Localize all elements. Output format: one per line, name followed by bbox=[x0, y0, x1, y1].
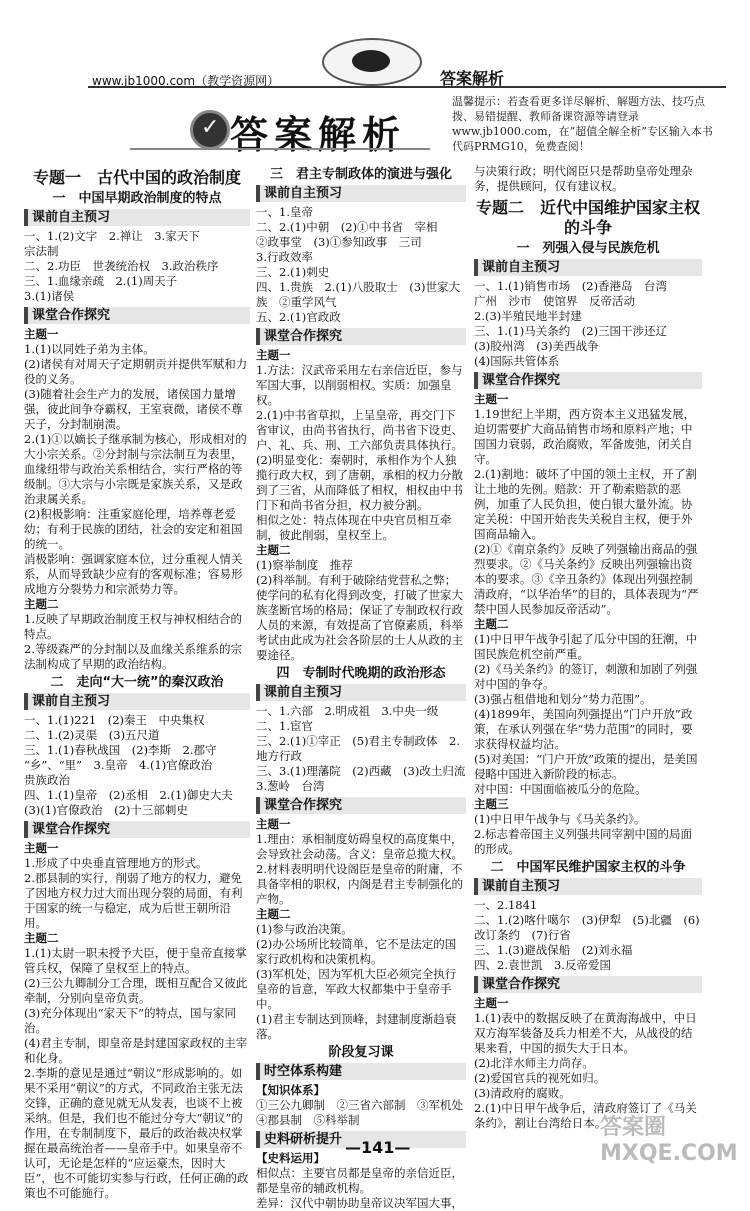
section-bar-coop: 课堂合作探究 bbox=[24, 821, 250, 838]
section-bar-coop: 课堂合作探究 bbox=[256, 797, 466, 814]
knowledge-label: 【知识体系】 bbox=[256, 1083, 325, 1097]
list-item: 消极影响：强调家庭本位，过分重视人情关系，从而导致缺少应有的客观标准；容易形成地方分裂势力和宗派势力等。 bbox=[24, 552, 243, 596]
continued-line: 与决策行政；明代阁臣只是帮助皇帝处理杂务，提供顾问，仅有建议权。 bbox=[474, 164, 693, 193]
checkmark-icon: ✓ bbox=[190, 110, 230, 150]
list-item: 1.形成了中央垂直管理地方的形式。 bbox=[24, 856, 208, 870]
list-item: (1)君主专制达到顶峰，封建制度渐趋衰落。 bbox=[256, 1012, 457, 1041]
list-item: 二、1.宦官 bbox=[256, 719, 313, 733]
list-item: (1)参与政治决策。 bbox=[256, 922, 353, 936]
list-item: 主题二 bbox=[256, 543, 291, 557]
list-item: 一、1.皇帝 bbox=[256, 205, 313, 219]
list-item: 2.材料表明明代设阁臣是皇帝的附庸，不具备宰相的职权，内阁是君主专制强化的产物。 bbox=[256, 862, 463, 906]
list-pre-2 bbox=[24, 713, 250, 818]
list-hist bbox=[256, 1166, 466, 1211]
tip-box: 温馨提示：若查看更多详尽解析、解题方法、技巧点拨、易错提醒、教师备课资源等请登录www.jb1000.com，在“超值全解全析”专区输入本书代码PRMG10，免费查阅！ bbox=[452, 95, 713, 153]
list-item: 1.反映了早期政治制度王权与神权相结合的特点。 bbox=[24, 612, 242, 641]
list-item: 主题三 bbox=[474, 797, 509, 811]
list-item: (2)办公场所比较简单，它不是法定的国家行政机构和决策机构。 bbox=[256, 937, 457, 966]
list-item: “乡”、“里” 3.皇帝 4.(1)官僚政治 bbox=[24, 758, 213, 772]
list-item: 2.标志着帝国主义列强共同宰割中国的局面的形成。 bbox=[474, 827, 692, 856]
list-item: 2.等级森严的分封制以及血缘关系维系的宗法制构成了早期的政治结构。 bbox=[24, 642, 242, 671]
list-item: 一、2.1841 bbox=[474, 898, 538, 912]
list-item: 主题二 bbox=[24, 597, 59, 611]
list-item: 2.李斯的意见是通过“朝议”形成影响的。如果不采用“朝议”的方式，不同政治主张无法交锋，正确的意见就无从发表，也谈不上被采纳。但是，我们也不能过分夸大“朝议”的作用，在专制制度下，最后的政治裁决权掌握在最高统治者——皇帝手中。如果皇帝不认可，无论是怎样的“应运豪杰，因时大臣”，也不可能切实参与行政，任何正确的政策也不可能施行。 bbox=[24, 1066, 249, 1200]
column-2 bbox=[256, 164, 466, 1211]
list-item: 1.(1)以同姓子弟为主体。 bbox=[24, 342, 155, 356]
list-item: (3)胶州湾 (3)美西战争 bbox=[474, 339, 599, 353]
list-item: 对中国：中国面临被瓜分的危险。 bbox=[474, 782, 647, 796]
list-item: (3)军机处，因为军机大臣必须完全执行皇帝的旨意，军政大权都集中于皇帝手中。 bbox=[256, 967, 457, 1011]
list-item: ②政事堂 (3)①参知政事 三司 bbox=[256, 235, 422, 249]
list-coop-2 bbox=[24, 841, 250, 1201]
review-title: 阶段复习课 bbox=[328, 1045, 394, 1060]
list-item: (3)清政府的腐败。 bbox=[474, 1086, 571, 1100]
list-item: 主题一 bbox=[256, 817, 291, 831]
section-bar-preview: 课前自主预习 bbox=[474, 259, 702, 276]
list-item: 1.19世纪上半期，西方资本主义迅猛发展，迫切需要扩大商品销售市场和原料产地；中国国力衰弱，政治腐败，军备废弛，闭关自守。 bbox=[474, 407, 696, 466]
list-coop-5 bbox=[474, 392, 702, 857]
list-item: 主题一 bbox=[24, 841, 59, 855]
list-item: 四、2.袁世凯 3.反帝爱国 bbox=[474, 958, 611, 972]
column-1 bbox=[24, 164, 250, 1201]
section-bar-preview: 课前自主预习 bbox=[256, 185, 466, 202]
list-item: 2.(1)中书省草拟，上呈皇帝，再交门下省审议，由尚书省执行，尚书省下设吏、户、礼、兵、刑、工六部负责具体执行。 bbox=[256, 408, 463, 452]
list-item: (4)国际共管体系 bbox=[474, 354, 560, 368]
section-bar-preview: 课前自主预习 bbox=[256, 684, 466, 701]
section-title: 二 中国军民维护国家主权的斗争 bbox=[490, 860, 686, 875]
topic-title: 专题一 古代中国的政治制度 bbox=[32, 168, 241, 187]
list-item: 相似点：主要官员都是皇帝的亲信近臣，都是皇帝的辅政机构。 bbox=[256, 1166, 463, 1195]
section-title: 一 中国早期政治制度的特点 bbox=[52, 191, 222, 206]
title-underline bbox=[130, 148, 430, 150]
column-3 bbox=[474, 164, 702, 1131]
list-item: 相似之处：特点体现在中央官员相互牵制，彼此削弱，皇权至上。 bbox=[256, 513, 452, 542]
list-item: (3)(1)官僚政治 (2)十三部刺史 bbox=[24, 803, 188, 817]
list-item: 一、1.(1)221 (2)秦王 中央集权 bbox=[24, 713, 205, 727]
list-item: 三、1.(1)春秋战国 (2)李斯 2.郡守 bbox=[24, 743, 217, 757]
list-item: (1)中日甲午战争引起了瓜分中国的狂潮，中国民族危机空前严重。 bbox=[474, 632, 698, 661]
list-item: 三、1.(1)马关条约 (2)三国干涉还辽 bbox=[474, 324, 668, 338]
list-item: 主题一 bbox=[24, 327, 59, 341]
list-item: 二、1.(2)喀什噶尔 (3)伊犁 (5)北疆 (6)改订条约 (7)行省 bbox=[474, 913, 700, 942]
list-item: 二、2.(1)中朝 (2)①中书省 宰相 bbox=[256, 220, 438, 234]
list-item: (2)积极影响：注重家庭伦理，培养尊老爱幼；有利于民族的团结，社会的安定和祖国的统一。 bbox=[24, 507, 243, 551]
list-item: 三、2.(1)①宰正 (5)君主专制政体 2.地方行政 bbox=[256, 734, 461, 763]
list-item: 一、1.(1)销售市场 (2)香港岛 台湾 bbox=[474, 279, 668, 293]
list-item: 三、2.(1)刺史 bbox=[256, 265, 330, 279]
section-bar-coop: 课堂合作探究 bbox=[474, 372, 702, 389]
section-title: 三 君主专制政体的演进与强化 bbox=[269, 167, 452, 182]
list-item: 宗法制 bbox=[24, 244, 59, 258]
list-item: 四、1.贵族 2.(1)八股取士 (3)世家大族 ②重学风气 bbox=[256, 280, 461, 309]
list-item: 1.(1)表中的数据反映了在黄海海战中，中日双方海军装备及兵力相差不大，从战役的结果来看，中国的损失大于日本。 bbox=[474, 1011, 697, 1055]
list-item: 主题一 bbox=[474, 996, 509, 1010]
list-item: (2)《马关条约》的签订，刺激和加剧了列强对中国的争夺。 bbox=[474, 662, 698, 691]
list-item: (3)随着社会生产力的发展，诸侯国力量增强，彼此间争夺霸权，王室衰微，诸侯不尊天子，分封制崩溃。 bbox=[24, 387, 243, 431]
list-pre-6 bbox=[474, 898, 702, 973]
list-pre-5 bbox=[474, 279, 702, 369]
hist-label: 【史料运用】 bbox=[256, 1151, 325, 1165]
list-item: 三、1.(3)避战保船 (2)刘永福 bbox=[474, 943, 633, 957]
knowledge-line: ①三公九卿制 ②三省六部制 ③军机处 bbox=[256, 1098, 463, 1112]
publisher-logo bbox=[322, 38, 422, 86]
list-item: 1.方法：汉武帝采用左右亲信近臣，参与军国大事，以削弱相权。实质：加强皇权。 bbox=[256, 363, 463, 407]
section-bar-coop: 课堂合作探究 bbox=[24, 307, 250, 324]
list-pre-4 bbox=[256, 704, 466, 794]
list-item: 2.(3)半殖民地半封建 bbox=[474, 309, 582, 323]
list-item: 1.(1)太尉一职未授予大臣，便于皇帝直接掌管兵权，保障了皇权至上的特点。 bbox=[24, 946, 247, 975]
section-bar-coop: 课堂合作探究 bbox=[256, 328, 466, 345]
watermark: 答案圈 MXQE.COM bbox=[600, 1115, 738, 1166]
page-number: —141— bbox=[345, 1138, 411, 1157]
list-item: 2.(1)中日甲午战争后，清政府签订了《马关条约》，割让台湾给日本。 bbox=[474, 1101, 697, 1130]
list-coop-4 bbox=[256, 817, 466, 1042]
list-item: 五、2.(1)官政政 bbox=[256, 310, 341, 324]
list-item: 3.葱岭 台湾 bbox=[256, 779, 325, 793]
list-item: (2)明显变化：秦朝时，承相作为个人独揽行政大权，到了唐朝，承相的权力分散到了三省，从而降低了相权，相权由中书门下和尚书省分担，权力被分割。 bbox=[256, 453, 463, 512]
header-section: 答案解析 bbox=[440, 69, 505, 88]
list-item: 主题二 bbox=[474, 617, 509, 631]
section-bar-preview: 课前自主预习 bbox=[24, 209, 250, 226]
list-coop-1 bbox=[24, 327, 250, 672]
list-item: 贵族政治 bbox=[24, 773, 70, 787]
list-item: (4)君主专制，即皇帝是封建国家政权的主宰和化身。 bbox=[24, 1036, 248, 1065]
section-bar-hist: 史料研析提升 bbox=[256, 1131, 466, 1148]
list-item: 主题一 bbox=[256, 348, 291, 362]
list-item: (2)爱国官兵的视死如归。 bbox=[474, 1071, 606, 1085]
section-title: 四 专制时代晚期的政治形态 bbox=[276, 666, 446, 681]
list-item: 广州 沙市 使馆界 反帝活动 bbox=[474, 294, 635, 308]
list-item: (3)强占租借地和划分“势力范围”。 bbox=[474, 692, 652, 706]
list-item: (1)中日甲午战争与《马关条约》。 bbox=[474, 812, 646, 826]
section-title: 二 走向“大一统”的秦汉政治 bbox=[50, 675, 224, 690]
page-title: 答案解析 bbox=[230, 113, 407, 157]
list-item: (2)三公九卿制分工合理，既相互配合又彼此牵制，分别向皇帝负责。 bbox=[24, 976, 248, 1005]
list-item: 2.郡县制的实行，削弱了地方的权力，避免了因地方权力过大而出现分裂的局面，有利于国家的统一与稳定，成为后世王朝所沿用。 bbox=[24, 871, 243, 930]
list-item: 2.(1)割地：破坏了中国的领土主权，开了割让土地的先例。赔款：开了勒索赔款的恶例，加重了人民负担，使白银大量外流。协定关税：中国开始丧失关税自主权，便于外国商品输入。 bbox=[474, 467, 697, 541]
list-item: 主题一 bbox=[474, 392, 509, 406]
header-url: www.jb1000.com（教学资源网） bbox=[92, 74, 280, 88]
list-pre-1 bbox=[24, 229, 250, 304]
list-item: 三、3.(1)理藩院 (2)西藏 (3)改土归流 bbox=[256, 764, 466, 778]
list-item: 四、1.(1)皇帝 (2)丞相 2.(1)御史大夫 bbox=[24, 788, 233, 802]
list-item: 2.(1)①以嫡长子继承制为核心，形成相对的大小宗关系。②分封制与宗法制互为表里，血缘纽带与政治关系相结合，实行严格的等级制。③大宗与小宗既是家族关系，又是政治隶属关系。 bbox=[24, 432, 247, 506]
list-item: (2)诸侯有对周天子定期朝贡并提供军赋和力役的义务。 bbox=[24, 357, 248, 386]
list-item: 3.(1)诸侯 bbox=[24, 289, 75, 303]
list-item: (2)科举制。有利于破除结党营私之弊；使学问的私有化得到改变，打破了世家大族垄断官场的格局；保证了专制政权行政人员的来源，有效提高了官僚素质，科举考试由此成为社会各阶层的士人从政的主要途径。 bbox=[256, 573, 463, 662]
list-item: 三、1.血缘亲疏 2.(1)周天子 bbox=[24, 274, 178, 288]
list-item: 一、1.(2)文字 2.禅让 3.家天下 bbox=[24, 229, 200, 243]
list-coop-3 bbox=[256, 348, 466, 663]
section-title: 一 列强入侵与民族危机 bbox=[516, 241, 660, 256]
list-item: 一、1.六部 2.明成祖 3.中央一级 bbox=[256, 704, 439, 718]
list-item: (1)察举制度 推荐 bbox=[256, 558, 353, 572]
list-item: (3)充分体现出“家天下”的特点，国与家同治。 bbox=[24, 1006, 237, 1035]
list-item: 二、2.功臣 世袭统治权 3.政治秩序 bbox=[24, 259, 219, 273]
header-divider bbox=[88, 86, 726, 88]
list-item: (2)北洋水师主力尚存。 bbox=[474, 1056, 594, 1070]
list-item: 主题二 bbox=[24, 931, 59, 945]
list-item: 差异：汉代中朝协助皇帝议决军国大事， bbox=[256, 1196, 463, 1210]
list-item: (2)①《南京条约》反映了列强输出商品的强烈要求。②《马关条约》反映出列强输出资本的要求。③《辛丑条约》体现出列强控制清政府，“以华治华”的目的，具体表现为“严禁中国人民参加反帝活动”。 bbox=[474, 542, 699, 616]
list-pre-3 bbox=[256, 205, 466, 325]
list-item: (5)对美国：“门户开放”政策的提出，是美国侵略中国进入新阶段的标志。 bbox=[474, 752, 698, 781]
list-item: (4)1899年，美国向列强提出“门户开放”政策，在承认列强在华“势力范围”的同时，要求获得权益均沾。 bbox=[474, 707, 693, 751]
section-bar-coop: 课堂合作探究 bbox=[474, 976, 702, 993]
section-bar-preview: 课前自主预习 bbox=[474, 878, 702, 895]
knowledge-line: ④郡县制 ⑤科举制 bbox=[256, 1113, 360, 1127]
topic-title: 专题二 近代中国维护国家主权的斗争 bbox=[475, 198, 700, 237]
section-bar-time: 时空体系构建 bbox=[256, 1063, 466, 1080]
section-bar-preview: 课前自主预习 bbox=[24, 693, 250, 710]
list-item: 1.理由：承相制度妨碍皇权的高度集中，会导致社会动荡。含义：皇帝总揽大权。 bbox=[256, 832, 463, 861]
list-item: 二、1.(2)灵渠 (3)五尺道 bbox=[24, 728, 160, 742]
list-item: 3.行政效率 bbox=[256, 250, 313, 264]
list-item: 主题二 bbox=[256, 907, 291, 921]
